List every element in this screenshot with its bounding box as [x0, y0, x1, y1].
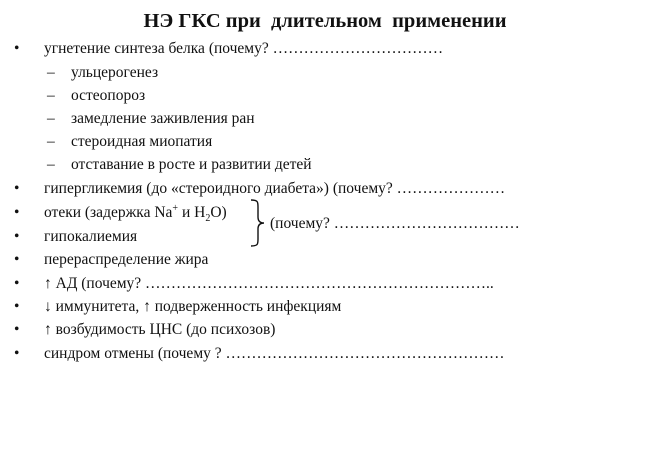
bullet: •	[14, 345, 20, 362]
list-item: ↓ иммунитета, ↑ подверженность инфекциям	[44, 298, 342, 315]
list-item: гипокалиемия	[44, 228, 138, 245]
list-item: гипергликемия (до «стероидного диабета») (почему? …………………	[44, 180, 506, 197]
edema-text-b: и H	[178, 204, 206, 221]
bullet: •	[14, 321, 20, 338]
bullet: •	[14, 298, 20, 315]
dash: –	[47, 87, 55, 104]
bullet: •	[14, 251, 20, 268]
sub-list-item: стероидная миопатия	[71, 133, 213, 150]
sub-list-item: отставание в росте и развитии детей	[71, 156, 312, 173]
bullet: •	[14, 228, 20, 245]
brace-note: (почему? ………………………………	[270, 215, 520, 232]
list-item: синдром отмены (почему ? ………………………………………………	[44, 345, 505, 362]
brace-icon	[249, 199, 269, 247]
sub-list-item: замедление заживления ран	[71, 110, 255, 127]
sub-list-item: остеопороз	[71, 87, 146, 104]
list-item: угнетение синтеза белка (почему? ……………………………	[44, 40, 444, 57]
edema-sub: 2	[205, 213, 211, 225]
edema-sup: +	[172, 202, 179, 214]
edema-text-a: отеки (задержка Na	[44, 204, 173, 221]
list-item: ↑ АД (почему? …………………………………………………………..	[44, 275, 494, 292]
bullet: •	[14, 40, 20, 57]
list-item: перераспределение жира	[44, 251, 209, 268]
slide-title: НЭ ГКС при длительном применении	[143, 10, 507, 32]
sub-list-item: ульцерогенез	[71, 64, 159, 81]
bullet: •	[14, 180, 20, 197]
bullet: •	[14, 204, 20, 221]
dash: –	[47, 64, 55, 81]
list-item-edema	[44, 203, 227, 223]
list-item: ↑ возбудимость ЦНС (до психозов)	[44, 321, 276, 338]
edema-text-c: O)	[210, 204, 227, 221]
dash: –	[47, 156, 55, 173]
dash: –	[47, 133, 55, 150]
bullet: •	[14, 275, 20, 292]
dash: –	[47, 110, 55, 127]
